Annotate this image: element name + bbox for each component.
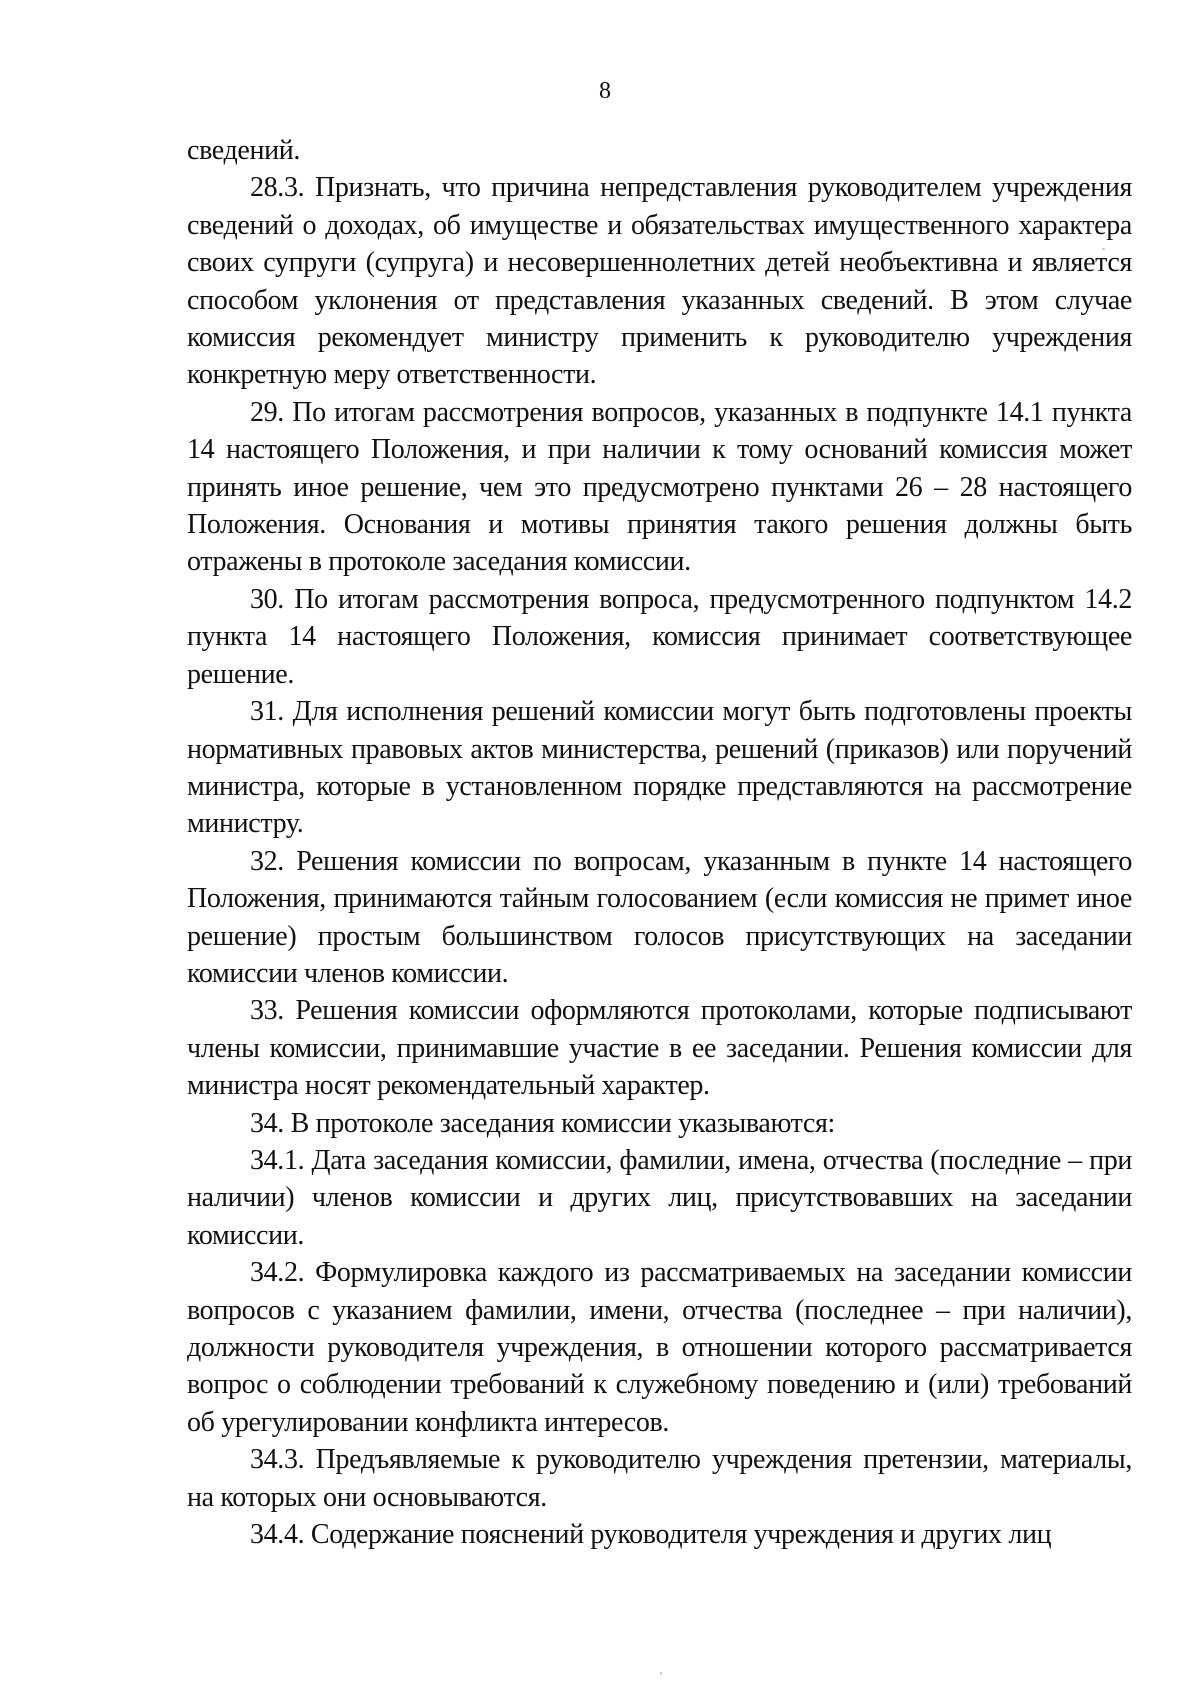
paragraph: 33. Решения комиссии оформляются протоколами, которые подписывают члены комиссии, принимавшие участие в ее заседании. Решения комиссии для министра носят рекомендательный характер. bbox=[187, 995, 1132, 1102]
paragraph: сведений. bbox=[187, 135, 301, 166]
page-number: 8 bbox=[599, 78, 611, 104]
document-body bbox=[187, 132, 1132, 1553]
scan-speck bbox=[660, 1672, 662, 1675]
paragraph: 29. По итогам рассмотрения вопросов, указанных в подпункте 14.1 пункта 14 настоящего Положения, и при наличии к тому оснований комиссия может принять иное решение, чем это предусмотрено пунктами 26 – 28 настоящего Положения. Основания и мотивы принятия такого решения должны быть отражены в протоколе заседания комиссии. bbox=[187, 396, 1132, 578]
paragraph: 31. Для исполнения решений комиссии могут быть подготовлены проекты нормативных правовых актов министерства, решений (приказов) или поручений министра, которые в установленном порядке представляются на рассмотрение министру. bbox=[187, 696, 1132, 840]
paragraph: 28.3. Признать, что причина непредставления руководителем учреждения сведений о доходах, об имуществе и обязательствах имущественного характера своих супруги (супруга) и несовершеннолетних детей необъективна и является способом уклонения от представления указанных сведений. В этом случае комиссия рекомендует министру применить к руководителю учреждения конкретную меру ответственности. bbox=[187, 172, 1132, 391]
paragraph: 32. Решения комиссии по вопросам, указанным в пункте 14 настоящего Положения, принимаются тайным голосованием (если комиссия не примет иное решение) простым большинством голосов присутствующих на заседании комиссии членов комиссии. bbox=[187, 845, 1132, 989]
paragraph: 34.2. Формулировка каждого из рассматриваемых на заседании комиссии вопросов с указанием фамилии, имени, отчества (последнее – при наличии), должности руководителя учреждения, в отношении которого рассматривается вопрос о соблюдении требований к служебному поведению и (или) требований об урегулировании конфликта интересов. bbox=[187, 1257, 1132, 1438]
paragraph: 34. В протоколе заседания комиссии указываются: bbox=[250, 1107, 835, 1139]
paragraph: 34.1. Дата заседания комиссии, фамилии, имена, отчества (последние – при наличии) членов комиссии и других лиц, присутствовавших на заседании комиссии. bbox=[187, 1144, 1132, 1251]
paragraph: 30. По итогам рассмотрения вопроса, предусмотренного подпунктом 14.2 пункта 14 настоящего Положения, комиссия принимает соответствующее решение. bbox=[187, 583, 1132, 690]
paragraph: 34.4. Содержание пояснений руководителя учреждения и других лиц bbox=[250, 1519, 1052, 1551]
paragraph: 34.3. Предъявляемые к руководителю учреждения претензии, материалы, на которых они основываются. bbox=[187, 1444, 1132, 1513]
